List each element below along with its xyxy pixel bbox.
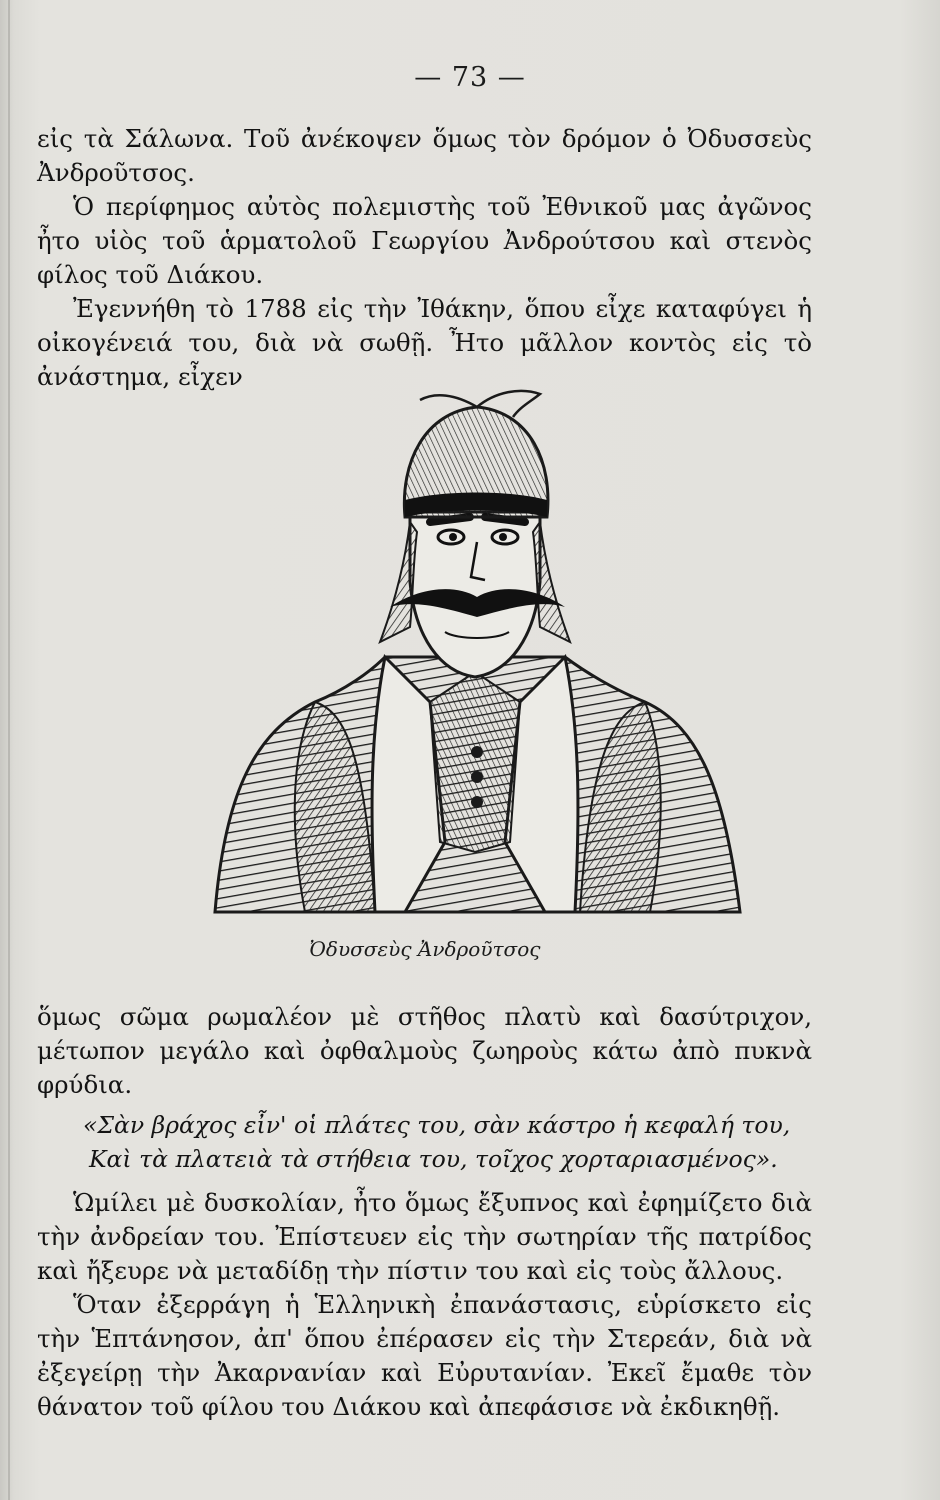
verse-line: «Σὰν βράχος εἶν' οἱ πλάτες του, σὰν κάστρο ἡ κεφαλή του, [83,1111,791,1139]
verse-line: Καὶ τὰ πλατειὰ τὰ στήθεια του, τοῖχος χορταριασμένος». [89,1145,778,1173]
verse-quote [37,1108,812,1176]
page-number: — 73 — [414,62,526,93]
paragraph-description: ὅμως σῶμα ρωμαλέον μὲ στῆθος πλατὺ καὶ δασύτριχον, μέτωπον μεγάλο καὶ ὀφθαλμοὺς ζωηροὺς κάτω ἀπὸ πυκνὰ φρύδια. [37,1002,812,1099]
paragraph-birth: Ἐγεννήθη τὸ 1788 εἰς τὴν Ἰθάκην, ὅπου εἶχε καταφύγει ἡ οἰκογένειά του, διὰ νὰ σωθῇ. Ἦτο μᾶλλον κοντὸς εἰς τὸ ἀνάστημα, εἶχεν [37,294,812,391]
paragraph-warrior: Ὁ περίφημος αὐτὸς πολεμιστὴς τοῦ Ἐθνικοῦ μας ἀγῶνος ἦτο υἱὸς τοῦ ἁρματολοῦ Γεωργίου Ἀνδρούτσου καὶ στενὸς φίλος τοῦ Διάκου. [37,192,812,289]
portrait-caption: Ὀδυσσεὺς Ἀνδροῦτσος [309,937,541,961]
paragraph-continuation: εἰς τὰ Σάλωνα. Τοῦ ἀνέκοψεν ὅμως τὸν δρόμον ὁ Ὀδυσσεὺς Ἀνδροῦτσος. [37,124,812,187]
top-text-block [37,122,812,394]
paragraph-revolution: Ὅταν ἐξερράγη ἡ Ἑλληνικὴ ἐπανάστασις, εὑρίσκετο εἰς τὴν Ἑπτάνησον, ἀπ' ὅπου ἐπέρασεν εἰς τὴν Στερεάν, διὰ νὰ ἐξεγείρῃ τὴν Ἀκαρνανίαν καὶ Εὐρυτανίαν. Ἐκεῖ ἔμαθε τὸν θάνατον τοῦ φίλου του Διάκου καὶ ἀπεφάσισε νὰ ἐκδικηθῇ. [37,1290,812,1421]
page-binding-edge [8,0,10,1500]
bottom-text-block [37,1000,812,1424]
engraved-portrait-icon [195,372,755,917]
paragraph-character: Ὡμίλει μὲ δυσκολίαν, ἦτο ὅμως ἔξυπνος καὶ ἐφημίζετο διὰ τὴν ἀνδρείαν του. Ἐπίστευεν εἰς τὴν σωτηρίαν τῆς πατρίδος καὶ ἤξευρε νὰ μεταδίδῃ τὴν πίστιν του καὶ εἰς τοὺς ἄλλους. [37,1188,812,1285]
